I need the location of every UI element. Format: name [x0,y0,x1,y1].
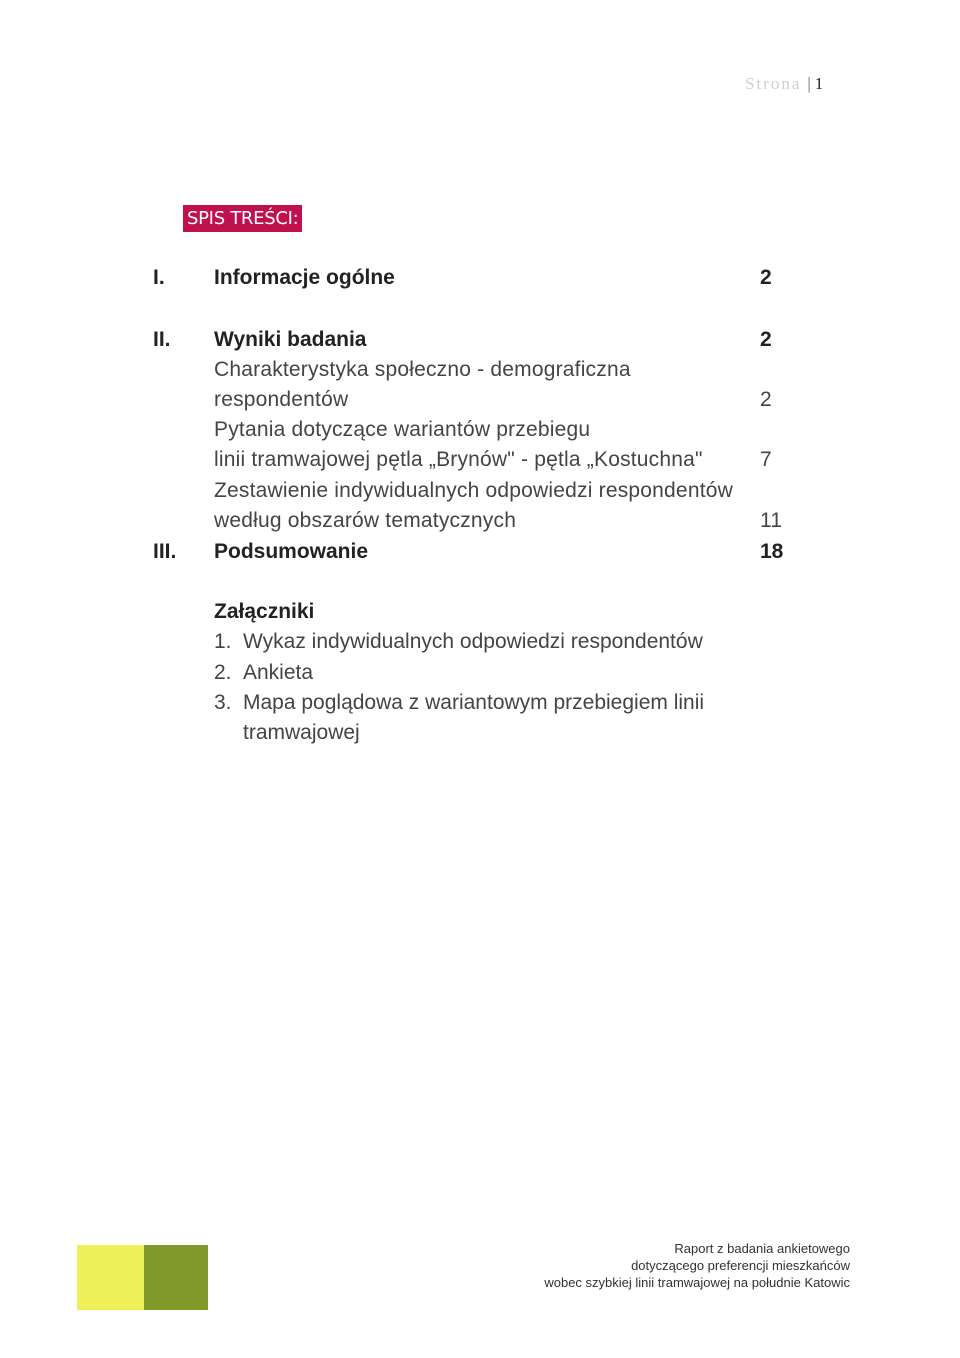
attachment-number: 3. [214,691,232,714]
toc-subentry-line2: według obszarów tematycznych [214,509,517,532]
toc-subentry-page: 7 [760,448,772,471]
section-numeral-2: II. [153,328,171,351]
attachment-text: Ankieta [243,661,314,684]
logo-square-light [77,1245,144,1310]
toc-subentry-line1: Charakterystyka społeczno - demograficzna [214,358,631,381]
toc-subentry-page: 2 [760,388,772,411]
attachment-text-continuation: tramwajowej [243,721,360,744]
toc-subentry-line2: linii tramwajowej pętla „Brynów" - pętla „Kostuchna" [214,448,703,471]
toc-entry-title: Informacje ogólne [214,266,395,289]
attachment-number: 1. [214,630,232,653]
toc-entry-page: 2 [760,328,772,351]
toc-entry-page: 18 [760,540,784,563]
attachment-text: Mapa poglądowa z wariantowym przebiegiem linii [243,691,705,714]
attachment-number: 2. [214,661,232,684]
toc-subentry-line1: Pytania dotyczące wariantów przebiegu [214,418,591,441]
footer-line: Raport z badania ankietowego [674,1241,850,1256]
footer-line: dotyczącego preferencji mieszkańców [631,1258,850,1273]
toc-entry-title: Podsumowanie [214,540,369,563]
section-numeral-1: I. [153,266,165,289]
page-header-separator: | [807,74,811,93]
footer-line: wobec szybkiej linii tramwajowej na południe Katowic [544,1275,850,1290]
logo-square-dark [144,1245,208,1310]
attachment-text: Wykaz indywidualnych odpowiedzi respondentów [243,630,703,653]
attachment-item[interactable] [214,630,703,654]
toc-title: SPIS TREŚCI: [183,205,302,232]
page-header-label: Strona [745,74,802,93]
toc-entry-title: Wyniki badania [214,328,367,351]
toc-entry-page: 2 [760,266,772,289]
report-footer [544,1240,850,1291]
attachment-item[interactable] [214,691,704,715]
toc-subentry-line2: respondentów [214,388,349,411]
section-numeral-3: III. [153,540,177,563]
toc-subentry-line1: Zestawienie indywidualnych odpowiedzi respondentów [214,479,733,502]
attachments-title: Załączniki [214,600,315,623]
toc-subentry-page: 11 [760,509,783,532]
page-number: 1 [814,74,824,93]
attachment-item[interactable] [214,661,313,685]
page-header [745,74,823,94]
